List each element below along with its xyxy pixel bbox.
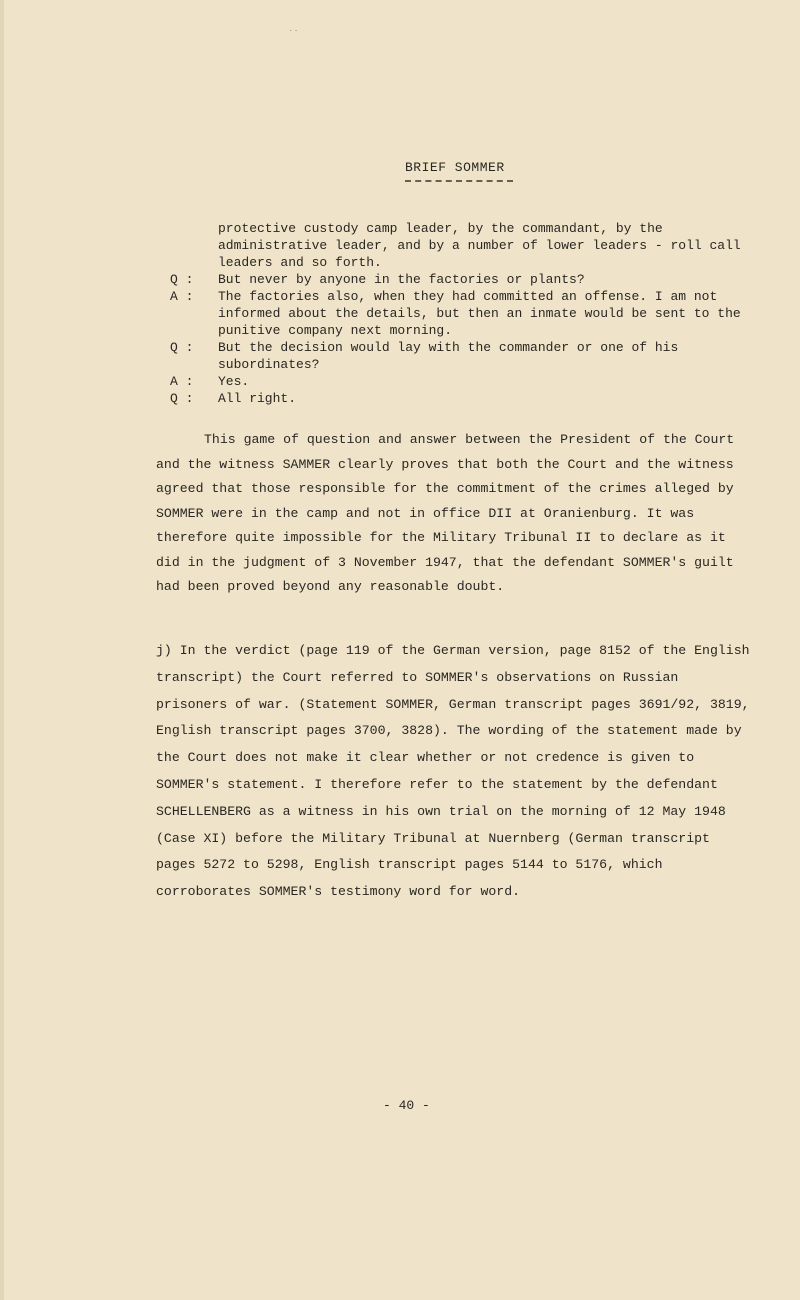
testimony-line: [170, 390, 750, 407]
speaker-mark: Q :: [170, 340, 194, 355]
paper-speck: ˙˙: [288, 30, 299, 40]
argument-text: This game of question and answer between the President of the Court and the witness SAMMER clearly proves that both the Court and the witness agreed that those responsible for the commitment of the crimes alleged by SOMMER were in the camp and not in office DII at Oranienburg. It was therefore quite impossible for the Military Tribunal II to declare as it did in the judgment of 3 November 1947, that the defendant SOMMER's guilt had been proved beyond any reasonable doubt.: [156, 432, 735, 594]
speaker-mark: A :: [170, 374, 194, 389]
speaker-mark: [170, 220, 218, 271]
speaker-mark: Q :: [170, 272, 194, 287]
testimony-line: [170, 288, 750, 339]
verdict-text: j) In the verdict (page 119 of the German version, page 8152 of the English transcript) the Court referred to SOMMER's observations on Russian prisoners of war. (Statement SOMMER, German transcript pages 3691/92, 3819, English transcript pages 3700, 3828). The wording of the statement made by the Court does not make it clear whether or not credence is given to SOMMER's statement. I therefore refer to the statement by the defendant SCHELLENBERG as a witness in his own trial on the morning of 12 May 1948 (Case XI) before the Military Tribunal at Nuernberg (German transcript pages 5272 to 5298, English transcript pages 5144 to 5176, which corroborates SOMMER's testimony word for word.: [156, 643, 750, 900]
page-edge: [0, 0, 4, 1300]
speaker-mark: Q :: [170, 391, 194, 406]
testimony-line: [170, 339, 750, 373]
argument-paragraph: [156, 428, 756, 600]
testimony-line: [170, 220, 750, 271]
title-underline: [405, 180, 513, 182]
testimony-text: But never by anyone in the factories or plants?: [218, 272, 585, 287]
testimony-text: protective custody camp leader, by the commandant, by the administrative leader, and by a number of lower leaders - roll call leaders and so forth.: [218, 221, 741, 270]
speaker-mark: A :: [170, 289, 194, 304]
testimony-text: But the decision would lay with the commander or one of his subordinates?: [218, 340, 679, 372]
testimony-text: Yes.: [218, 374, 250, 389]
document-title: BRIEF SOMMER: [405, 160, 505, 175]
testimony-line: [170, 373, 750, 390]
testimony-text: All right.: [218, 391, 297, 406]
page-number: - 40 -: [383, 1098, 430, 1113]
testimony-text: The factories also, when they had committed an offense. I am not informed about the details, but then an inmate would be sent to the punitive company next morning.: [218, 289, 741, 338]
verdict-paragraph: [156, 638, 756, 906]
testimony-line: [170, 271, 750, 288]
testimony-excerpt: [170, 220, 750, 407]
